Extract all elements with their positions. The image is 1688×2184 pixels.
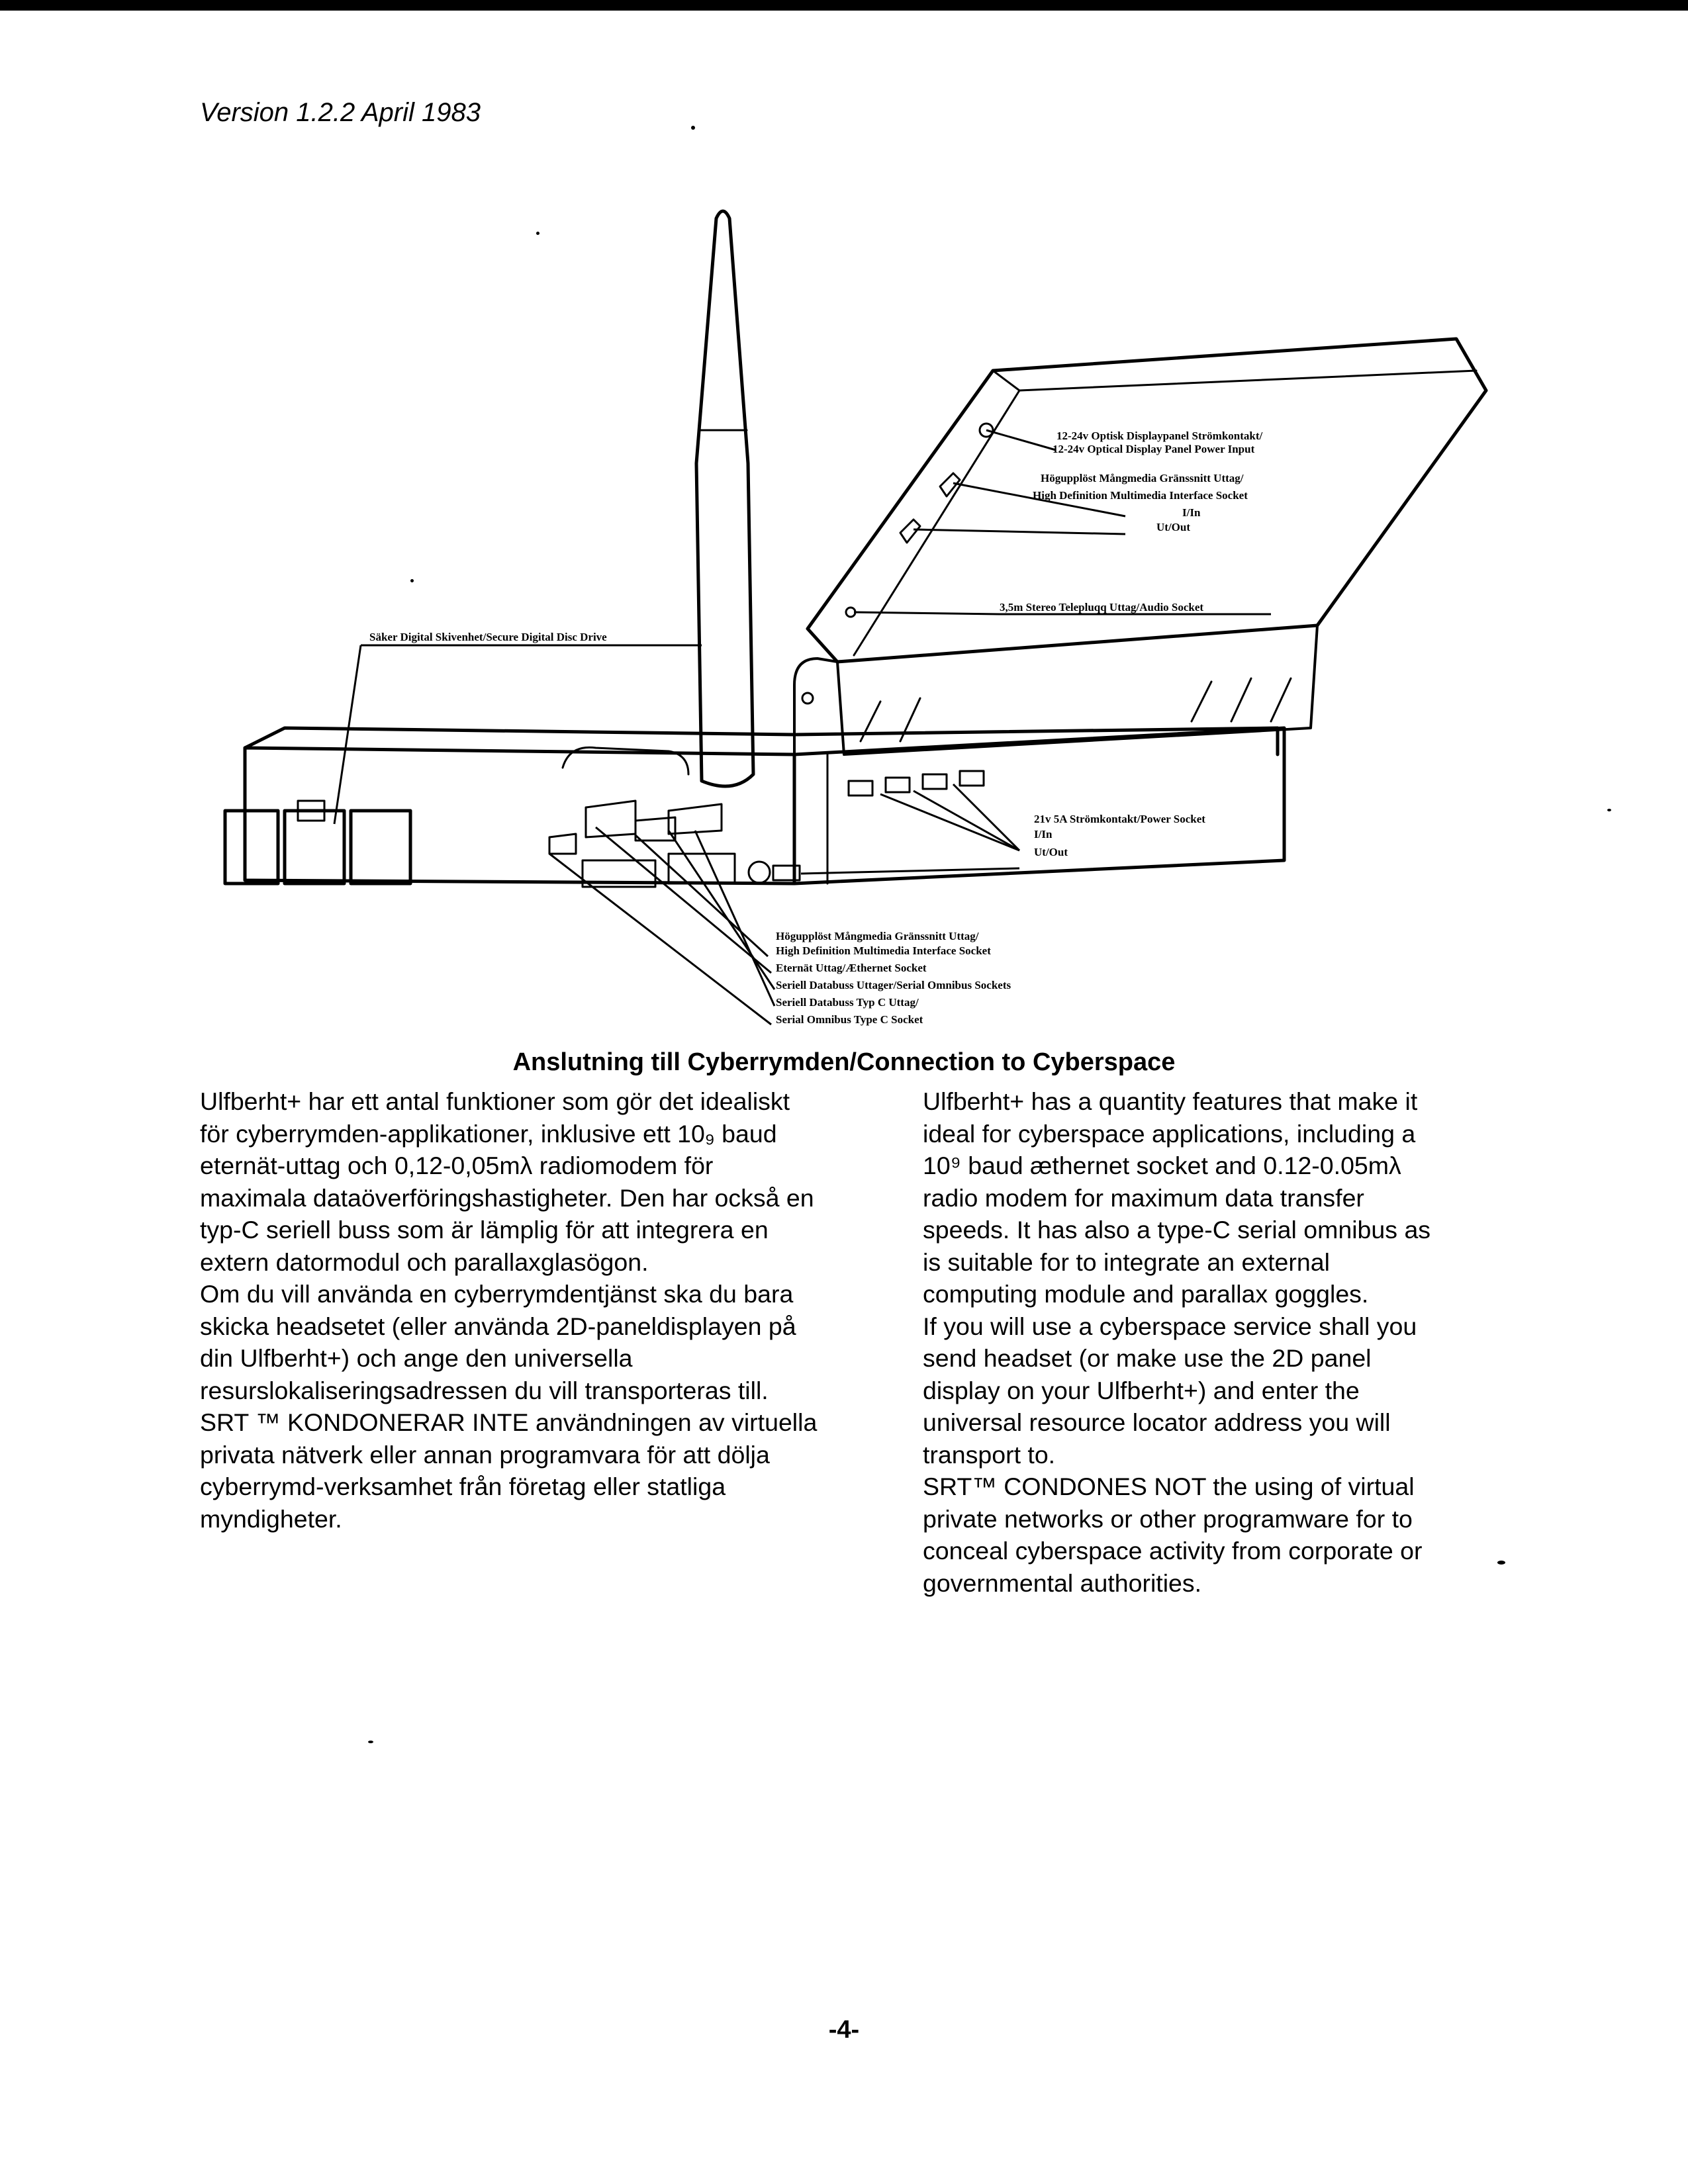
english-column bbox=[923, 1085, 1492, 1599]
swedish-line: typ-C seriell buss som är lämplig för att integrera en bbox=[200, 1216, 769, 1244]
scan-speckle bbox=[536, 232, 539, 235]
swedish-line: privata nätverk eller annan programvara för att dölja bbox=[200, 1440, 770, 1469]
english-line: Ulfberht+ has a quantity features that make it bbox=[923, 1087, 1418, 1115]
swedish-line: din Ulfberht+) och ange den universella bbox=[200, 1344, 633, 1372]
label-sd-drive: Säker Digital Skivenhet/Secure Digital Disc Drive bbox=[369, 631, 607, 643]
swedish-line: resurslokaliseringsadressen du vill transporteras till. bbox=[200, 1376, 769, 1404]
swedish-line: Ulfberht+ har ett antal funktioner som gör det idealiskt bbox=[200, 1087, 790, 1115]
scan-speckle bbox=[368, 1741, 373, 1743]
scan-speckle bbox=[1497, 1561, 1505, 1565]
label-ethernet: Eternät Uttag/Æthernet Socket bbox=[776, 962, 927, 974]
english-line: radio modem for maximum data transfer bbox=[923, 1183, 1364, 1212]
page-number: -4- bbox=[828, 2016, 860, 2044]
english-line: 10⁹ baud æthernet socket and 0.12-0.05mλ bbox=[923, 1152, 1401, 1179]
label-hdmi-top-en: High Definition Multimedia Interface Socket bbox=[1033, 489, 1248, 502]
english-line: transport to. bbox=[923, 1440, 1056, 1469]
label-power-out: Ut/Out bbox=[1034, 846, 1068, 858]
swedish-line: Om du vill använda en cyberrymdentjänst ska du bara bbox=[200, 1280, 794, 1308]
label-serial-c-sv: Seriell Databuss Typ C Uttag/ bbox=[776, 996, 919, 1009]
base-front bbox=[245, 748, 794, 884]
swedish-line: för cyberrymden-applikationer, inklusive ett 10₉ baud bbox=[200, 1119, 777, 1148]
english-line: speeds. It has also a type-C serial omnibus as bbox=[923, 1216, 1431, 1244]
label-hdmi-top-sv: Högupplöst Mångmedia Gränssnitt Uttag/ bbox=[1041, 472, 1244, 484]
swedish-line: eternät-uttag och 0,12-0,05mλ radiomodem för bbox=[200, 1152, 714, 1179]
device-diagram bbox=[0, 192, 1688, 1052]
label-power-socket: 21v 5A Strömkontakt/Power Socket bbox=[1034, 813, 1205, 825]
scan-speckle bbox=[691, 126, 695, 130]
swedish-line: cyberrymd-verksamhet från företag eller statliga bbox=[200, 1473, 726, 1500]
english-line: If you will use a cyberspace service shall you bbox=[923, 1312, 1417, 1340]
section-title: Anslutning till Cyberrymden/Connection to Cyberspace bbox=[512, 1048, 1176, 1076]
swedish-line: extern datormodul och parallaxglasögon. bbox=[200, 1248, 649, 1276]
swedish-line: maximala dataöverföringshastigheter. Den har också en bbox=[200, 1183, 814, 1212]
label-optical-power-sv: 12-24v Optisk Displaypanel Strömkontakt/ bbox=[1056, 430, 1263, 442]
label-hdmi-top-out: Ut/Out bbox=[1156, 521, 1190, 533]
english-line: send headset (or make use the 2D panel bbox=[923, 1344, 1372, 1372]
english-line: private networks or other programware for to bbox=[923, 1504, 1413, 1533]
label-bottom-hdmi-sv: Högupplöst Mångmedia Gränssnitt Uttag/ bbox=[776, 930, 979, 942]
top-rule bbox=[0, 0, 1688, 11]
english-line: SRT™ CONDONES NOT the using of virtual bbox=[923, 1473, 1415, 1500]
english-line: governmental authorities. bbox=[923, 1569, 1202, 1597]
swedish-line: SRT ™ KONDONERAR INTE användningen av virtuella bbox=[200, 1408, 818, 1436]
label-optical-power-en: 12-24v Optical Display Panel Power Input bbox=[1053, 443, 1255, 455]
english-line: ideal for cyberspace applications, including a bbox=[923, 1119, 1416, 1148]
english-line: display on your Ulfberht+) and enter the bbox=[923, 1376, 1360, 1404]
antenna bbox=[696, 211, 753, 786]
label-audio-socket: 3,5m Stereo Telepluqq Uttag/Audio Socket bbox=[1000, 601, 1204, 614]
label-bottom-hdmi-en: High Definition Multimedia Interface Socket bbox=[776, 944, 991, 957]
label-power-in: I/In bbox=[1034, 828, 1053, 841]
swedish-line: skicka headsetet (eller använda 2D-paneldisplayen på bbox=[200, 1312, 796, 1340]
label-serial-bus: Seriell Databuss Uttager/Serial Omnibus Sockets bbox=[776, 979, 1011, 991]
swedish-column bbox=[200, 1085, 915, 1535]
english-line: is suitable for to integrate an external bbox=[923, 1248, 1330, 1276]
version-header: Version 1.2.2 April 1983 bbox=[200, 98, 481, 127]
scan-speckle bbox=[410, 579, 414, 582]
english-line: universal resource locator address you will bbox=[923, 1408, 1391, 1436]
label-serial-c-en: Serial Omnibus Type C Socket bbox=[776, 1013, 923, 1026]
label-hdmi-top-in: I/In bbox=[1182, 506, 1201, 519]
english-line: conceal cyberspace activity from corporate or bbox=[923, 1537, 1423, 1565]
english-line: computing module and parallax goggles. bbox=[923, 1280, 1369, 1308]
swedish-line: myndigheter. bbox=[200, 1504, 342, 1533]
scan-speckle bbox=[1607, 809, 1611, 811]
